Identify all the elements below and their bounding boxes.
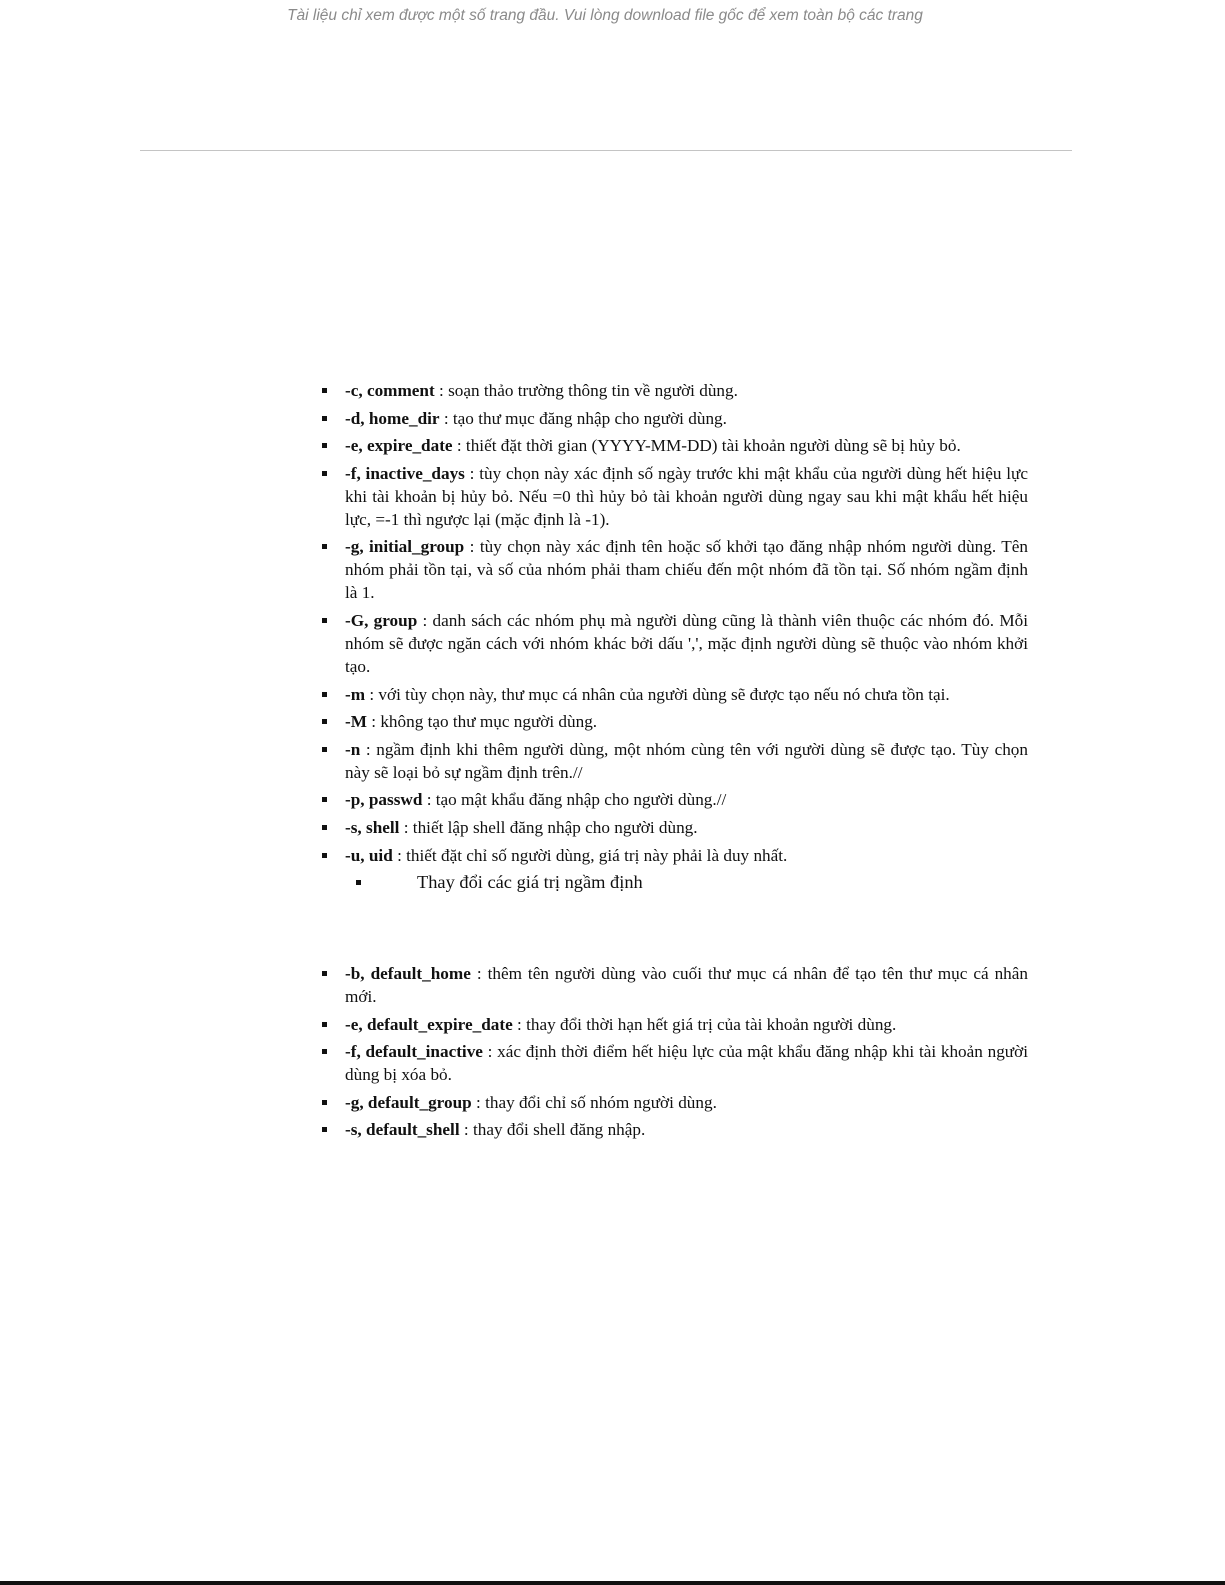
square-bullet-icon [356, 880, 361, 885]
option-description: : thiết đặt chỉ số người dùng, giá trị này phải là duy nhất. [392, 845, 788, 865]
option-description: : tạo mật khẩu đăng nhập cho người dùng.// [422, 790, 727, 810]
option-flag: -M [345, 712, 367, 732]
option-item [322, 535, 1028, 604]
option-flag: -u, uid [345, 845, 393, 865]
option-flag: -f, default_inactive [345, 1042, 483, 1062]
square-bullet-icon [322, 797, 327, 802]
option-flag: -G, group [345, 610, 418, 630]
option-item [322, 609, 1028, 678]
option-item [322, 434, 1028, 457]
option-description: : với tùy chọn này, thư mục cá nhân của người dùng sẽ được tạo nếu nó chưa tồn tại. [365, 684, 950, 704]
option-description: : thêm tên người dùng vào cuối thư mục cá nhân để tạo tên thư mục cá nhân mới. [345, 964, 1028, 1006]
useradd-options-list [322, 379, 1028, 871]
option-description: : danh sách các nhóm phụ mà người dùng cũng là thành viên thuộc các nhóm đó. Mỗi nhóm sẽ được ngăn cách với nhóm khác bởi dấu ',', mặc định người dùng sẽ thuộc vào nhóm khởi tạo. [345, 610, 1028, 676]
option-description: : không tạo thư mục người dùng. [366, 712, 598, 732]
option-flag: -e, expire_date [345, 436, 453, 456]
option-flag: -c, comment [345, 381, 435, 400]
subheading-text: Thay đổi các giá trị ngầm định [417, 872, 643, 892]
square-bullet-icon [322, 971, 327, 976]
square-bullet-icon [322, 853, 327, 858]
option-description: : thiết đặt thời gian (YYYY-MM-DD) tài khoản người dùng sẽ bị hủy bỏ. [452, 436, 961, 456]
bottom-border [0, 1581, 1225, 1585]
option-item [322, 379, 1028, 402]
option-description: : thiết lập shell đăng nhập cho người dùng. [399, 817, 698, 837]
option-flag: -e, default_expire_date [345, 1014, 513, 1034]
square-bullet-icon [322, 618, 327, 623]
option-item [322, 1013, 1028, 1036]
option-description: : thay đổi thời hạn hết giá trị của tài khoản người dùng. [512, 1014, 897, 1034]
square-bullet-icon [322, 1049, 327, 1054]
option-flag: -m [345, 684, 366, 704]
option-flag: -p, passwd [345, 790, 423, 810]
option-description: : soạn thảo trường thông tin về người dùng. [434, 381, 738, 400]
option-flag: -d, home_dir [345, 408, 440, 428]
option-item [322, 816, 1028, 839]
option-item [322, 462, 1028, 531]
default-options-list [322, 962, 1028, 1146]
option-flag: -s, shell [345, 817, 400, 837]
section-subheading [356, 871, 643, 894]
square-bullet-icon [322, 544, 327, 549]
square-bullet-icon [322, 1022, 327, 1027]
option-item [322, 407, 1028, 430]
option-flag: -g, default_group [345, 1092, 472, 1112]
option-item [322, 683, 1028, 706]
option-item [322, 788, 1028, 811]
option-item [322, 710, 1028, 733]
square-bullet-icon [322, 388, 327, 393]
square-bullet-icon [322, 1127, 327, 1132]
preview-notice: Tài liệu chỉ xem được một số trang đầu. Vui lòng download file gốc để xem toàn bộ các trang [287, 7, 923, 24]
square-bullet-icon [322, 443, 327, 448]
option-flag: -s, default_shell [345, 1120, 460, 1140]
header-divider [140, 150, 1072, 151]
option-description: : ngầm định khi thêm người dùng, một nhóm cùng tên với người dùng sẽ được tạo. Tùy chọn này sẽ loại bỏ sự ngầm định trên.// [345, 739, 1028, 782]
option-description: : thay đổi shell đăng nhập. [459, 1120, 646, 1140]
option-flag: -f, inactive_days [345, 463, 465, 483]
option-item [322, 962, 1028, 1008]
option-flag: -g, initial_group [345, 537, 465, 557]
option-item [322, 844, 1028, 867]
option-item [322, 738, 1028, 784]
square-bullet-icon [322, 719, 327, 724]
option-description: : tùy chọn này xác định số ngày trước khi mật khẩu của người dùng hết hiệu lực khi tài khoản bị hủy bỏ. Nếu =0 thì hủy bỏ tài khoản người dùng ngay sau khi mật khẩu hết hiệu lực, =-1 thì ngược lại (mặc định là -1). [345, 463, 1028, 529]
option-description: : xác định thời điểm hết hiệu lực của mật khẩu đăng nhập khi tài khoản người dùng bị xóa bỏ. [345, 1042, 1028, 1085]
square-bullet-icon [322, 692, 327, 697]
square-bullet-icon [322, 416, 327, 421]
square-bullet-icon [322, 1100, 327, 1105]
option-item [322, 1040, 1028, 1086]
option-flag: -b, default_home [345, 964, 471, 983]
option-item [322, 1091, 1028, 1114]
option-description: : thay đổi chỉ số nhóm người dùng. [471, 1092, 717, 1112]
option-description: : tạo thư mục đăng nhập cho người dùng. [439, 408, 727, 428]
square-bullet-icon [322, 825, 327, 830]
option-item [322, 1118, 1028, 1141]
square-bullet-icon [322, 747, 327, 752]
option-description: : tùy chọn này xác định tên hoặc số khởi tạo đăng nhập nhóm người dùng. Tên nhóm phải tồn tại, và số của nhóm phải tham chiếu đến một nhóm đã tồn tại. Số nhóm ngầm định là 1. [345, 537, 1028, 603]
option-flag: -n [345, 739, 361, 759]
square-bullet-icon [322, 471, 327, 476]
